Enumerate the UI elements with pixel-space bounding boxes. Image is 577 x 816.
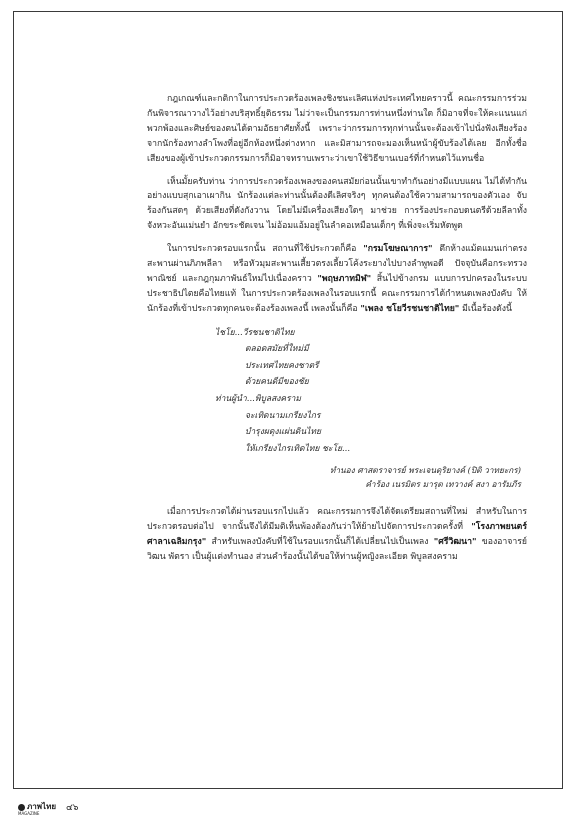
lyric-line: ด้วยคนดีมีของชัย [245, 377, 309, 388]
lyric-line: ประเทศไทยคงชาตรี [245, 360, 319, 371]
paragraph-rules: กฎเกณฑ์และกติกาในการประกวดร้องเพลงชิงชนะเลิศแห่งประเทศไทยคราวนี้ คณะกรรมการร่วมกันพิจารณาวางไว้อย่างบริสุทธิ์ยุติธรรม ไม่ว่าจะเป็นกรรมการท่านหนึ่งท่านใด ก็มิอาจที่จะให้คะแนนแก่พวกพ้องและศิษย์ของตนได้ตามอัธยาศัยทั้งนี้ เพราะว่ากรรมการทุกท่านนั้นจะต้องเข้าไปนั่งฟังเสียงร้องจากนักร้องทางลำโพงที่อยู่อีกห้องหนึ่งต่างหาก และมิสามารถจะมองเห็นหน้าผู้ขับร้องได้เลย อีกทั้งชื่อเสียงของผู้เข้าประกวดกรรมการก็มิอาจทราบเพราะว่าเขาใช้วิธีขานเบอร์ที่กำหนดไว้แทนชื่อ [147, 94, 527, 164]
page-number: ๔๖ [66, 803, 79, 813]
lyricist-credit: คำร้อง เนรมิตร มารุต เทวางค์ สงา อารัมภีร [365, 479, 521, 490]
theater-name: "โรงภาพยนตร์ศาลาเฉลิมกรุง" [147, 522, 527, 548]
paragraph-next-round [147, 505, 527, 565]
text-span: มีเนื้อร้องดังนี้ [459, 303, 512, 314]
text-span: ในการประกวดรอบแรกนั้น สถานที่ใช้ประกวดก็คือ [167, 244, 364, 255]
venue-name: "กรมโฆษณาการ" [363, 244, 433, 255]
event-name: "พฤษภาทมิฬ" [317, 273, 372, 284]
magazine-logo: ภาพไทย [27, 802, 57, 811]
magazine-tagline: MAGAZINE [18, 811, 40, 816]
song-title: "เพลง ชโยวีรชนชาติไทย" [360, 303, 460, 314]
composer-credit: ทำนอง ศาสตราจารย์ พระเจนดุริยางค์ (ปิติ วาทยะกร) [329, 465, 521, 476]
song-credits [147, 463, 521, 491]
logo-icon [18, 804, 25, 811]
lyric-line: ไชโย...วีรชนชาติไทย [215, 327, 295, 338]
song-title: "ศรีวิฒนา" [433, 537, 477, 548]
lyric-line: ให้เกรียงไกรเทิดไทย ชะโย... [245, 443, 351, 454]
paragraph-singers: เห็นมั้ยครับท่าน ว่าการประกวดร้องเพลงของคนสมัยก่อนนั้นเขาทำกันอย่างมีแบบแผน ไม่ได้ทำกันอย่างแบบสุกเอาเผากิน นักร้องแต่ละท่านนั้นต้องดีเลิศจริงๆ ทุกคนต้องใช้ความสามารถของตัวเอง จับร้องกันสดๆ ด้วยเสียงที่ดังกังวาน โดยไม่มีเครื่องเสียงใดๆ มาช่วย การร้องประกอบดนตรีด้วยลีลาทั้งจังหวะอันแม่นยำ อักขระชัดเจน ไม่อ้อมแอ้มอยู่ในลำคอเหมือนเด็กๆ ที่เพิ่งจะเริ่มหัดพูด [147, 176, 527, 232]
article-body [147, 92, 527, 573]
text-span: ของอาจารย์วิฒน พัตรา เป็นผู้แต่งทำนอง ส่วนคำร้องนั้นได้ขอให้ท่านผู้หญิงละเอียด พิบูลสงคราม [147, 537, 528, 563]
text-span: สำหรับเพลงบังคับที่ใช้ในรอบแรกนั้นก็ได้เปลี่ยนไปเป็นเพลง [206, 537, 434, 548]
text-span: ตึกห้างแม้ตแมนเก่าตรงสะพานผ่านภิภพลีลา หรือหัวมุมสะพานเสี้ยวตรงเลี้ยวโค้งระยางไปบางลำพูพอดี ปัจจุบันคือกระทรวงพาณิชย์ และกฎกุมภาพันธ์ใหม่ไปเนื่องคราว [147, 244, 527, 284]
lyric-line: ท่านผู้นำ...พิบูลสงคราม [215, 394, 302, 405]
lyric-line: บำรุงผดุงแผ่นดินไทย [245, 427, 321, 438]
paragraph-first-round [147, 242, 527, 317]
lyric-line: ตลอดสมัยที่ใหม่มี [245, 344, 309, 355]
text-span: สิ้นไปข้างกรม แบบการปกครองในระบบประชาธิปไตยคือไทยแท้ ในการประกวดร้องเพลงในรอบแรกนี้ คณะกรรมการได้กำหนดเพลงบังคับ ให้นักร้องที่เข้าประกวดทุกคนจะต้องร้องเพลงนี้ เพลงนั้นก็คือ [147, 273, 527, 314]
text-span: เมื่อการประกวดได้ผ่านรอบแรกไปแล้ว คณะกรรมการจึงได้จัดเตรียมสถานที่ใหม่ สำหรับในการประกวดรอบต่อไป จากนั้นจึงได้มีมติเห็นพ้องต้องกันว่าให้ย้ายไปจัดการประกวดครั้งที่ [147, 507, 527, 533]
lyric-line: จะเทิดนามเกรียงไกร [245, 410, 321, 421]
song-lyrics [147, 325, 527, 458]
